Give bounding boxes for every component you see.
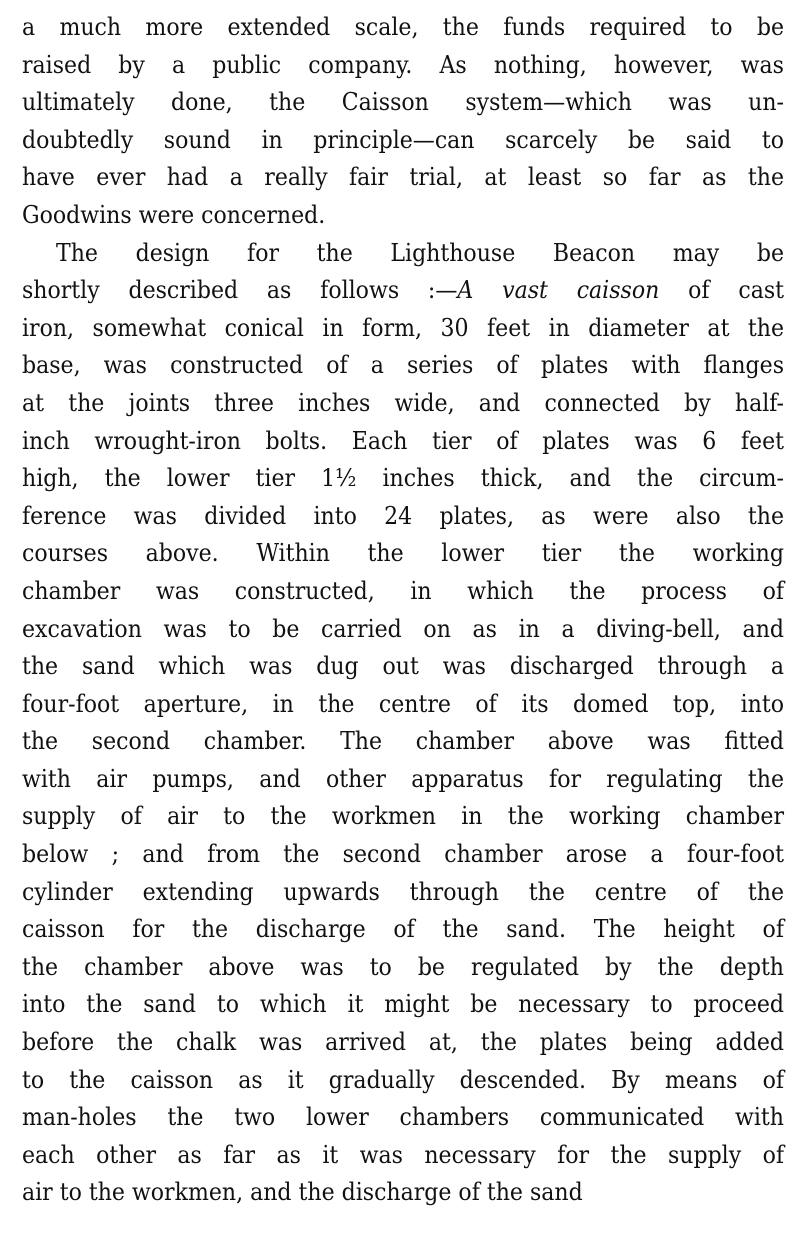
text-line: caisson for the discharge of the sand. The height of — [22, 914, 784, 944]
italic-phrase: A vast caisson — [457, 275, 660, 305]
text-line-tail: of cast — [659, 275, 784, 305]
text-line: doubtedly sound in principle—can scarcely be said to — [22, 124, 784, 154]
text-line: man-holes the two lower chambers communicated with — [22, 1102, 784, 1132]
text-line: courses above. Within the lower tier the working — [22, 538, 784, 568]
text-line: inch wrought-iron bolts. Each tier of plates was 6 feet — [22, 425, 784, 455]
text-line: ference was divided into 24 plates, as were also the — [22, 500, 784, 530]
text-line: raised by a public company. As nothing, however, was — [22, 49, 784, 79]
text-line: the chamber above was to be regulated by the depth — [22, 951, 784, 981]
text-line: cylinder extending upwards through the centre of the — [22, 876, 784, 906]
text-line: supply of air to the workmen in the working chamber — [22, 801, 784, 831]
text-line: with air pumps, and other apparatus for regulating the — [22, 763, 784, 793]
text-line: have ever had a really fair trial, at least so far as the — [22, 162, 784, 192]
page-text — [22, 8, 784, 1211]
text-line: ultimately done, the Caisson system—which was un- — [22, 87, 784, 117]
text-line-lead: shortly described as follows :— — [22, 275, 458, 305]
text-line: each other as far as it was necessary for the supply of — [22, 1139, 784, 1169]
text-line: base, was constructed of a series of plates with flanges — [22, 350, 784, 380]
text-line: Goodwins were concerned. — [22, 199, 326, 229]
text-line: iron, somewhat conical in form, 30 feet in diameter at the — [22, 312, 784, 342]
text-line: air to the workmen, and the discharge of the sand — [22, 1177, 583, 1207]
text-line: The design for the Lighthouse Beacon may be — [56, 237, 784, 267]
text-line: into the sand to which it might be necessary to proceed — [22, 989, 784, 1019]
text-line-with-italic — [22, 271, 784, 309]
paragraph-2 — [22, 234, 784, 1211]
paragraph-1 — [22, 8, 784, 234]
text-line: the sand which was dug out was discharged through a — [22, 651, 784, 681]
text-line: a much more extended scale, the funds required to be — [22, 12, 784, 41]
text-line: four-foot aperture, in the centre of its domed top, into — [22, 688, 784, 718]
text-line: at the joints three inches wide, and connected by half- — [22, 387, 784, 417]
text-line: to the caisson as it gradually descended. By means of — [22, 1064, 784, 1094]
text-line: the second chamber. The chamber above was fitted — [22, 726, 784, 756]
text-line: high, the lower tier 1½ inches thick, and the circum- — [22, 463, 784, 493]
text-line: excavation was to be carried on as in a diving-bell, and — [22, 613, 784, 643]
text-line: before the chalk was arrived at, the plates being added — [22, 1027, 784, 1057]
text-line: below ; and from the second chamber arose a four-foot — [22, 839, 784, 869]
text-line: chamber was constructed, in which the process of — [22, 575, 784, 605]
